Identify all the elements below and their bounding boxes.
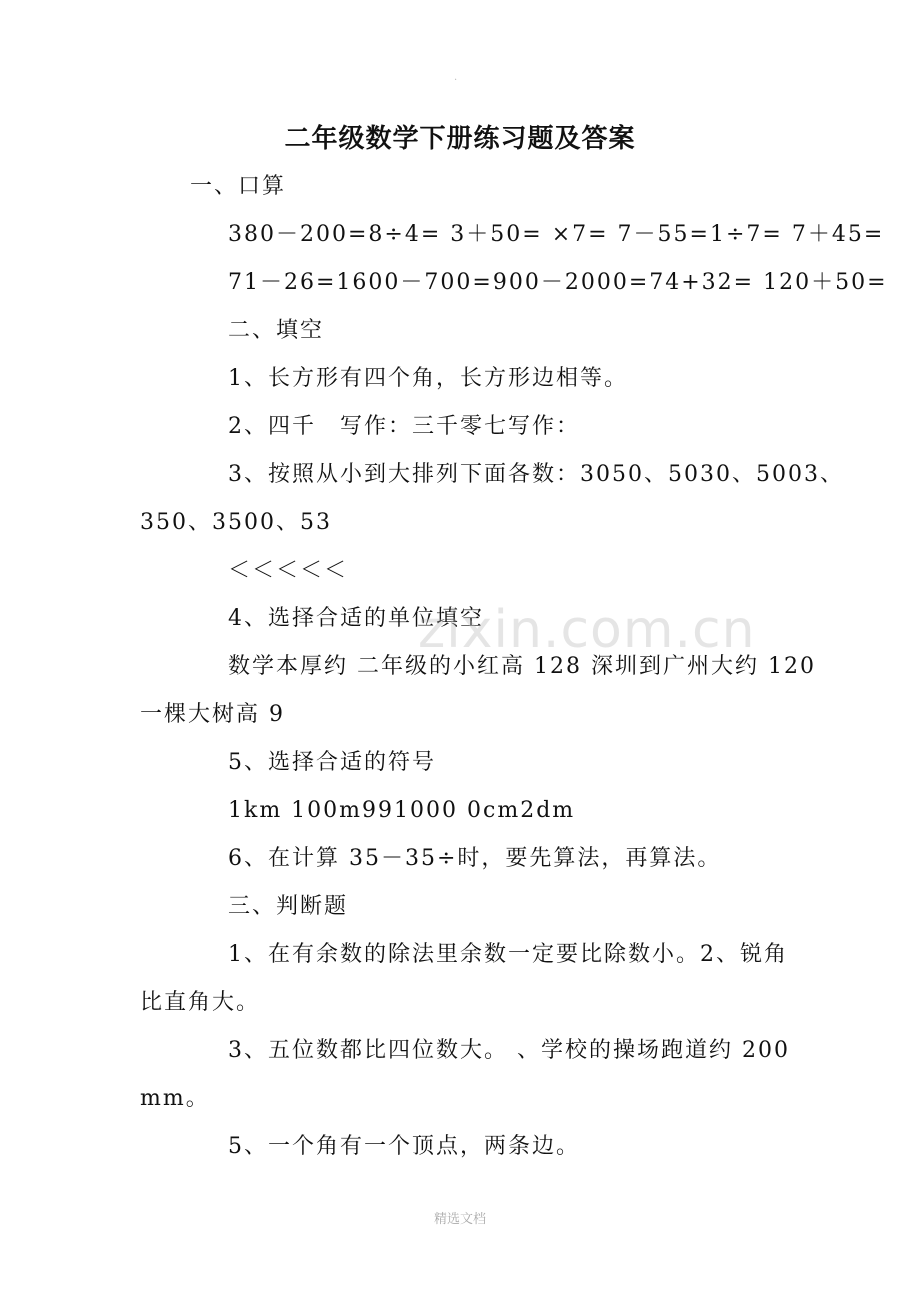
mental-math-row-1: 380－200=8÷4= 3＋50= ×7= 7－55=1÷7= 7＋45= xyxy=(228,222,885,247)
true-false-item-1-cont: 比直角大。 xyxy=(140,990,261,1015)
fill-blank-item-4-content: 数学本厚约 二年级的小红高 128 深圳到广州大约 120 xyxy=(228,654,816,679)
true-false-item-3: 3、五位数都比四位数大。 、学校的操场跑道约 200 xyxy=(228,1038,790,1063)
fill-blank-item-3: 3、按照从小到大排列下面各数：3050、5030、5003、 xyxy=(228,462,844,487)
top-mark: . xyxy=(454,72,458,83)
fill-blank-item-3-cont: 350、3500、53 xyxy=(140,510,332,535)
true-false-item-1: 1、在有余数的除法里余数一定要比除数小。2、锐角 xyxy=(228,942,788,967)
fill-blank-item-5: 5、选择合适的符号 xyxy=(228,750,436,775)
fill-blank-item-5-content: 1km 100m991000 0cm2dm xyxy=(228,798,576,823)
page-title: 二年级数学下册练习题及答案 xyxy=(284,124,636,154)
fill-blank-item-6: 6、在计算 35－35÷时，要先算法，再算法。 xyxy=(228,846,722,871)
page-footer: 精选文档 xyxy=(433,1212,486,1227)
section-heading-mental-math: 一、口算 xyxy=(190,174,287,199)
fill-blank-item-2: 2、四千 写作：三千零七写作： xyxy=(228,414,580,439)
true-false-item-3-cont: mm。 xyxy=(140,1086,210,1111)
true-false-item-5: 5、一个角有一个顶点，两条边。 xyxy=(228,1134,580,1159)
watermark: zixin.com.cn xyxy=(418,600,756,660)
section-heading-fill-blank: 二、填空 xyxy=(228,318,325,343)
fill-blank-item-4: 4、选择合适的单位填空 xyxy=(228,606,484,631)
fill-blank-item-4-cont: 一棵大树高 9 xyxy=(140,702,285,727)
mental-math-row-2: 71－26=1600－700=900－2000=74+32= 120＋50= xyxy=(228,270,888,295)
fill-blank-item-3-order: ＜＜＜＜＜ xyxy=(228,558,349,583)
fill-blank-item-1: 1、长方形有四个角，长方形边相等。 xyxy=(228,366,628,391)
section-heading-true-false: 三、判断题 xyxy=(228,894,349,919)
